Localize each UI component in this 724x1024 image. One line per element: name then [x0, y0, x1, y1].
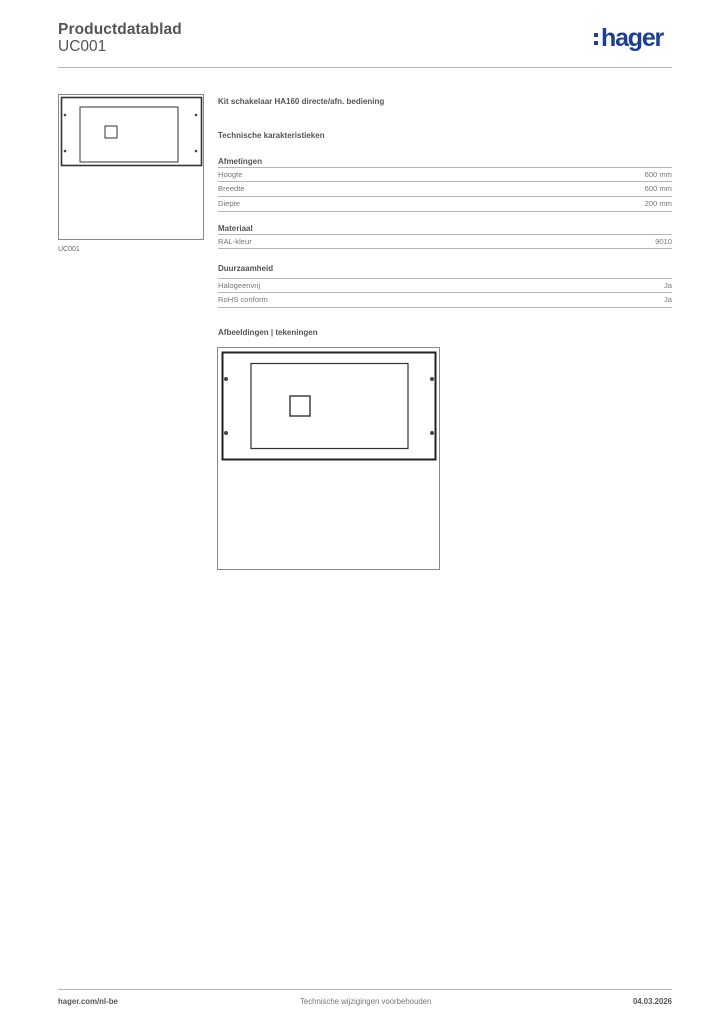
- technical-drawing: [217, 347, 440, 570]
- spec-label: Halogeenvrij: [218, 281, 261, 290]
- screw-hole: [430, 431, 434, 435]
- screw-hole: [430, 377, 434, 381]
- panel-thumbnail-drawing: [59, 95, 205, 241]
- panel-window: [251, 364, 408, 449]
- tech-characteristics-heading: Technische karakteristieken: [218, 131, 325, 140]
- spec-label: Breedte: [218, 184, 245, 193]
- screw-hole: [195, 114, 198, 117]
- header-divider: [58, 67, 672, 68]
- spec-row: [218, 293, 672, 308]
- images-heading: Afbeeldingen | tekeningen: [218, 328, 318, 337]
- spec-row: [218, 234, 672, 249]
- spec-row: [218, 278, 672, 293]
- spec-label: RAL-kleur: [218, 237, 252, 246]
- screw-hole: [64, 114, 67, 117]
- spec-row: [218, 167, 672, 182]
- spec-row: [218, 182, 672, 197]
- spec-value: Ja: [663, 281, 672, 290]
- switch-cutout: [290, 396, 310, 416]
- spec-value: 600 mm: [644, 170, 672, 179]
- spec-value: 9010: [655, 237, 672, 246]
- switch-cutout: [105, 126, 117, 138]
- logo-colon-icon: [594, 33, 598, 49]
- footer-disclaimer: Technische wijzigingen voorbehouden: [300, 997, 432, 1006]
- panel-window: [80, 107, 178, 162]
- durability-heading: Duurzaamheid: [218, 264, 274, 273]
- panel-frame: [223, 353, 436, 460]
- screw-hole: [64, 150, 67, 153]
- footer-date: 04.03.2026: [632, 997, 672, 1006]
- panel-frame: [62, 98, 202, 166]
- dimensions-heading: Afmetingen: [218, 157, 262, 166]
- screw-hole: [224, 377, 228, 381]
- panel-technical-drawing: [218, 348, 441, 571]
- screw-hole: [224, 431, 228, 435]
- thumbnail-caption: UC001: [58, 246, 80, 253]
- logo-text: hager: [601, 24, 664, 52]
- material-heading: Materiaal: [218, 224, 253, 233]
- page-title: Productdatablad: [58, 21, 182, 38]
- footer-website-link[interactable]: hager.com/nl-be: [58, 997, 118, 1006]
- screw-hole: [195, 150, 198, 153]
- product-code: UC001: [58, 38, 107, 55]
- spec-label: RoHS conform: [218, 295, 268, 304]
- spec-value: Ja: [663, 295, 672, 304]
- spec-label: Hoogte: [218, 170, 243, 179]
- product-name: Kit schakelaar HA160 directe/afn. bediening: [218, 97, 385, 106]
- spec-value: 600 mm: [644, 184, 672, 193]
- footer-divider: [58, 989, 672, 990]
- spec-row: [218, 197, 672, 212]
- spec-value: 200 mm: [644, 199, 672, 208]
- product-thumbnail: [58, 94, 204, 240]
- spec-label: Diepte: [218, 199, 240, 208]
